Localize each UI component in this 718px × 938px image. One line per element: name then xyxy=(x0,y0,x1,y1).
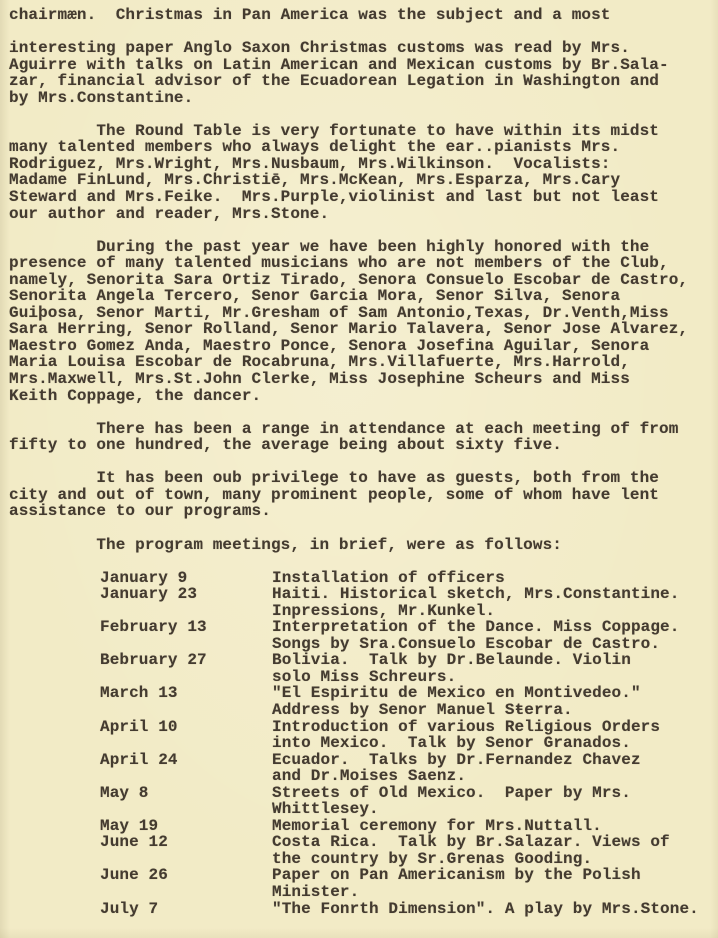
text-line: our author and reader, Mrs.Stone. xyxy=(9,204,330,223)
text-line: June 26 xyxy=(100,866,168,885)
schedule-row xyxy=(9,619,712,652)
text-line: April 10 xyxy=(100,717,178,736)
text-line: the country by Sr.Grenas Gooding. xyxy=(272,849,593,868)
text-line: The Round Table is very fortunate to have within its midst xyxy=(9,121,660,140)
text-line: assistance to our programs. xyxy=(9,502,271,521)
schedule-date xyxy=(100,901,272,918)
text-line: Introduction of various Religious Orders xyxy=(272,717,661,736)
text-line: city and out of town, many prominent people, some of whom have lent xyxy=(9,485,660,504)
text-line: Maestro Gomez Anda, Maestro Ponce, Senora Josefina Aguilar, Senora xyxy=(9,336,650,355)
schedule-date xyxy=(100,867,272,900)
schedule-row xyxy=(9,752,712,785)
text-line: Inpressions, Mr.Kunkel. xyxy=(272,601,496,620)
paragraph xyxy=(9,40,712,106)
text-line: Ecuador. Talks by Dr.Fernandez Chavez xyxy=(272,750,641,769)
schedule-description xyxy=(272,619,712,652)
text-line: February 13 xyxy=(100,618,207,637)
text-line: many talented members who always delight the ear..pianists Mrs. xyxy=(9,138,621,157)
schedule-date xyxy=(100,619,272,652)
text-line: solo Miss Schreurs. xyxy=(272,667,457,686)
schedule-row xyxy=(9,586,712,619)
paragraph xyxy=(9,7,712,24)
schedule-row xyxy=(9,785,712,818)
paragraph xyxy=(9,537,712,554)
schedule-description xyxy=(272,719,712,752)
text-line: Memorial ceremony for Mrs.Nuttall. xyxy=(272,816,602,835)
text-line: There has been a range in attendance at each meeting of from xyxy=(9,419,679,438)
text-line: Keith Coppage, the dancer. xyxy=(9,386,262,405)
text-line: "El Espiritu de Mexico en Montivedeo." xyxy=(272,684,641,703)
text-line: by Mrs.Constantine. xyxy=(9,88,194,107)
text-line: Whittlesey. xyxy=(272,800,379,819)
schedule-date xyxy=(100,834,272,867)
text-line: Streets of Old Mexico. Paper by Mrs. xyxy=(272,783,631,802)
schedule-description xyxy=(272,685,712,718)
text-line: Steward and Mrs.Feike. Mrs.Purple,violinist and last but not least xyxy=(9,188,660,207)
text-line: The program meetings, in brief, were as follows: xyxy=(9,535,562,554)
text-line: Bolivia. Talk by Dr.Belaunde. Violin xyxy=(272,651,631,670)
text-line: May 19 xyxy=(100,816,159,835)
text-line: June 12 xyxy=(100,833,168,852)
schedule-row xyxy=(9,901,712,918)
schedule-row xyxy=(9,570,712,587)
text-line: Maria Louisa Escobar de Rocabruna, Mrs.Villafuerte, Mrs.Harrold, xyxy=(9,353,630,372)
schedule-date xyxy=(100,586,272,619)
text-line: Songs by Sra.Consuelo Escobar de Castro. xyxy=(272,634,661,653)
schedule-description xyxy=(272,785,712,818)
schedule-row xyxy=(9,867,712,900)
schedule-date xyxy=(100,752,272,785)
text-line: into Mexico. Talk by Senor Granados. xyxy=(272,734,631,753)
paragraph xyxy=(9,239,712,404)
schedule-row xyxy=(9,685,712,718)
schedule-date xyxy=(100,785,272,818)
schedule-date xyxy=(100,719,272,752)
schedule-date xyxy=(100,685,272,718)
text-line: March 13 xyxy=(100,684,178,703)
program-schedule xyxy=(9,570,712,917)
paragraph xyxy=(9,470,712,520)
text-line: Haiti. Historical sketch, Mrs.Constantine. xyxy=(272,585,680,604)
text-line: January 9 xyxy=(100,568,188,587)
text-line: Minister. xyxy=(272,882,360,901)
text-line: Bebruary 27 xyxy=(100,651,207,670)
schedule-description xyxy=(272,652,712,685)
text-line: "The Fonrth Dimension". A play by Mrs.Stone. xyxy=(272,899,699,918)
text-line: It has been oub privilege to have as guests, both from the xyxy=(9,469,660,488)
schedule-row xyxy=(9,818,712,835)
text-line: presence of many talented musicians who are not members of the Club, xyxy=(9,254,669,273)
text-line: namely, Senorita Sara Ortiz Tirado, Senora Consuelo Escobar de Castro, xyxy=(9,270,689,289)
schedule-description xyxy=(272,834,712,867)
document-body xyxy=(9,7,712,553)
schedule-row xyxy=(9,719,712,752)
text-line: zar, financial advisor of the Ecuadorean Legation in Washington and xyxy=(9,72,660,91)
text-line: fifty to one hundred, the average being about sixty five. xyxy=(9,436,562,455)
text-line: July 7 xyxy=(100,899,159,918)
schedule-description xyxy=(272,867,712,900)
text-line: Mrs.Maxwell, Mrs.St.John Clerke, Miss Josephine Scheurs and Miss xyxy=(9,370,630,389)
text-line: Sara Herring, Senor Rolland, Senor Mario Talavera, Senor Jose Alvarez, xyxy=(9,320,689,339)
text-line: Installation of officers xyxy=(272,568,505,587)
text-line: Costa Rica. Talk by Br.Salazar. Views of xyxy=(272,833,670,852)
text-line: Madame FinLund, Mrs.Christiē, Mrs.McKean, Mrs.Esparza, Mrs.Cary xyxy=(9,171,621,190)
text-line: Paper on Pan Americanism by the Polish xyxy=(272,866,641,885)
text-line: chairmæn. Christmas in Pan America was the subject and a most xyxy=(9,6,611,24)
text-line: and Dr.Moises Saenz. xyxy=(272,767,467,786)
text-line: Aguirre with talks on Latin American and Mexican customs by Br.Sala- xyxy=(9,55,669,74)
paragraph xyxy=(9,421,712,454)
schedule-row xyxy=(9,652,712,685)
schedule-description xyxy=(272,901,712,918)
schedule-description xyxy=(272,752,712,785)
text-line: January 23 xyxy=(100,585,198,604)
schedule-description xyxy=(272,570,712,587)
text-line: interesting paper Anglo Saxon Christmas customs was read by Mrs. xyxy=(9,39,630,58)
schedule-row xyxy=(9,834,712,867)
text-line: Address by Senor Manuel Sŧerra. xyxy=(272,700,573,719)
schedule-date xyxy=(100,570,272,587)
schedule-date xyxy=(100,652,272,685)
text-line: Guiþosa, Senor Marti, Mr.Gresham of Sam Antonio,Texas, Dr.Venth,Miss xyxy=(9,303,669,322)
schedule-date xyxy=(100,818,272,835)
text-line: Rodriguez, Mrs.Wright, Mrs.Nusbaum, Mrs.Wilkinson. Vocalists: xyxy=(9,154,611,173)
paragraph xyxy=(9,123,712,222)
text-line: Senorita Angela Tercero, Senor Garcia Mora, Senor Silva, Senora xyxy=(9,287,621,306)
text-line: April 24 xyxy=(100,750,178,769)
text-line: During the past year we have been highly honored with the xyxy=(9,237,650,256)
schedule-description xyxy=(272,818,712,835)
schedule-description xyxy=(272,586,712,619)
text-line: Interpretation of the Dance. Miss Coppage. xyxy=(272,618,680,637)
text-line: May 8 xyxy=(100,783,149,802)
